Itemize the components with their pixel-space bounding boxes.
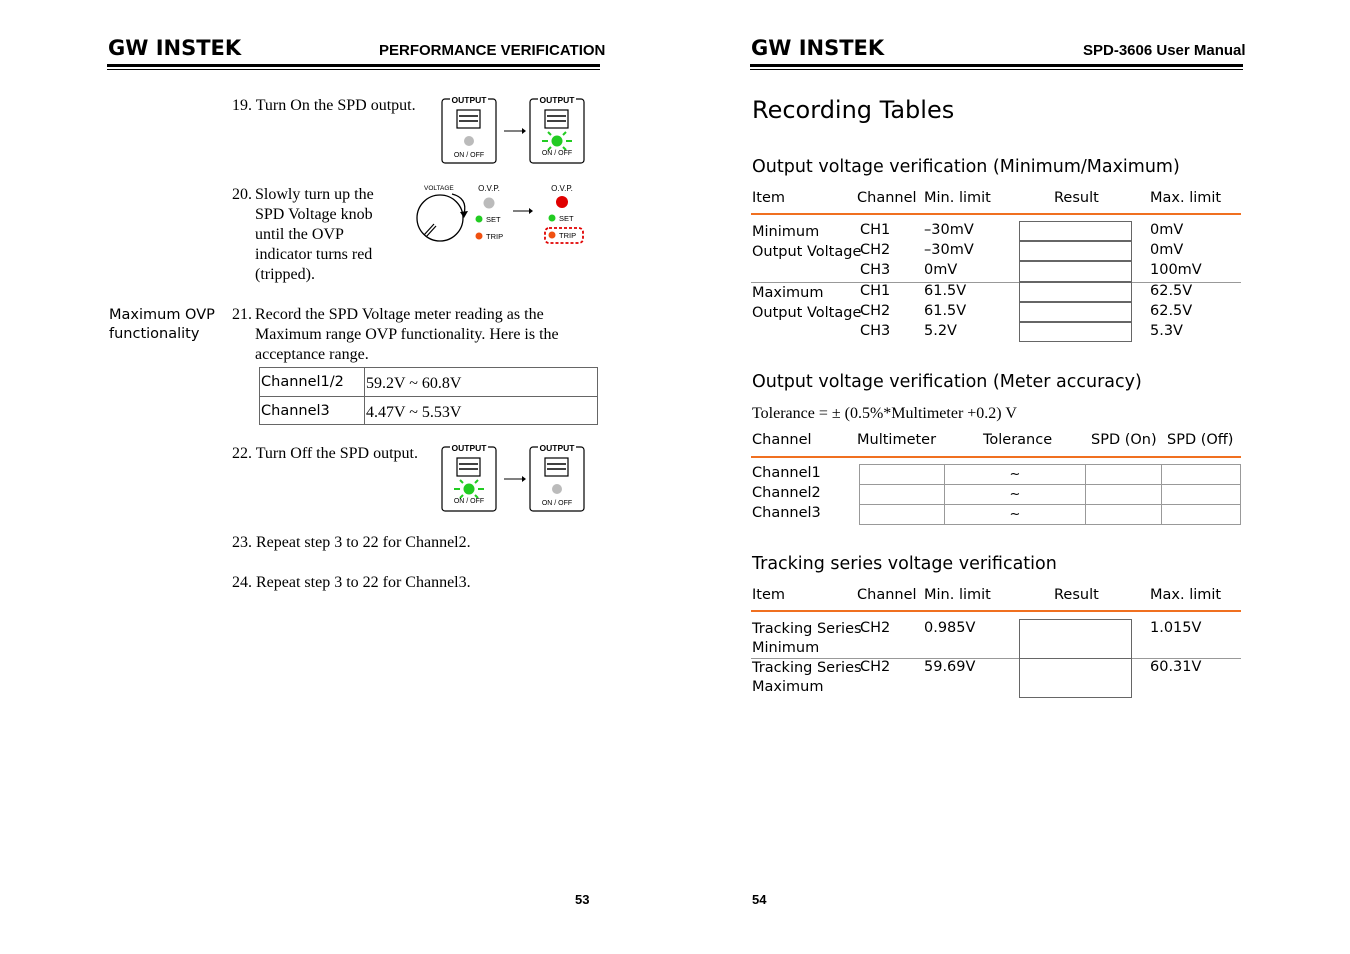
step-21-text: Record the SPD Voltage meter reading as the Maximum range OVP functionality. Here is the acceptance range.	[255, 306, 559, 363]
section-heading-tracking: Tracking series voltage verification	[752, 554, 1057, 574]
svg-text:ON / OFF: ON / OFF	[541, 150, 573, 157]
table-row: Tracking Series Maximum	[752, 660, 862, 695]
col-channel: Channel	[857, 587, 917, 603]
col-max: Max. limit	[1150, 587, 1222, 603]
spd-off-entry[interactable]	[1162, 465, 1241, 485]
svg-text:ON / OFF: ON / OFF	[453, 152, 485, 159]
col-result: Result	[1054, 587, 1099, 603]
table-row: CH3	[860, 262, 891, 278]
step-20-text: Slowly turn up the SPD Voltage knob until the OVP indicator turns red (tripped).	[255, 186, 374, 283]
step-20-num: 20.	[232, 186, 252, 203]
multimeter-entry[interactable]	[860, 485, 945, 505]
svg-text:O.V.P.: O.V.P.	[551, 184, 573, 193]
brand-logo: GW INSTEK	[751, 36, 885, 60]
result-entry-box[interactable]	[1019, 282, 1132, 302]
col-item: Item	[752, 190, 786, 206]
spd-on-entry[interactable]	[1086, 465, 1162, 485]
col-channel: Channel	[857, 190, 917, 206]
led-on-icon	[464, 484, 475, 495]
svg-text:ON / OFF: ON / OFF	[453, 498, 485, 505]
multimeter-entry[interactable]	[860, 505, 945, 525]
col-channel: Channel	[752, 432, 812, 448]
col-result: Result	[1054, 190, 1099, 206]
item-maximum: Maximum Output Voltage	[752, 285, 862, 321]
col-multimeter: Multimeter	[857, 432, 937, 448]
page-number-left: 53	[575, 892, 590, 907]
arrow-right-icon	[529, 208, 533, 214]
result-entry-box[interactable]	[1019, 261, 1132, 282]
table-row: Channel2	[752, 485, 821, 501]
header-rule-thin	[750, 69, 1243, 70]
svg-text:ON / OFF: ON / OFF	[541, 500, 573, 507]
manual-header: SPD-3606 User Manual	[1083, 42, 1246, 59]
voltage-knob-icon	[417, 195, 463, 241]
spd-on-entry[interactable]	[1086, 485, 1162, 505]
table-row: CH1	[860, 222, 891, 238]
col-tolerance: Tolerance	[983, 432, 1053, 448]
step-24: 24. Repeat step 3 to 22 for Channel3.	[232, 574, 471, 591]
side-label: Maximum OVP functionality	[109, 307, 215, 342]
page-title: Recording Tables	[752, 96, 955, 124]
led-on-icon	[552, 136, 563, 147]
range-value-2: 4.47V ~ 5.53V	[366, 404, 462, 421]
section-heading-meter: Output voltage verification (Meter accuracy)	[752, 372, 1142, 392]
col-spd-on: SPD (On)	[1091, 432, 1157, 448]
ovp-knob-figure	[412, 180, 592, 250]
led-off-icon	[464, 136, 474, 146]
table-row: CH2	[860, 303, 891, 319]
table-row: CH2	[860, 242, 891, 258]
svg-text:SET: SET	[559, 214, 574, 223]
led-off-icon	[552, 484, 562, 494]
result-entry-box[interactable]	[1019, 302, 1132, 322]
svg-text:TRIP: TRIP	[486, 232, 504, 241]
table-row: Tracking Series Minimum	[752, 621, 862, 656]
tolerance-formula: Tolerance = ± (0.5%*Multimeter +0.2) V	[752, 405, 1017, 422]
item-minimum: Minimum Output Voltage	[752, 224, 862, 260]
header-rule	[107, 64, 600, 67]
col-min: Min. limit	[924, 587, 991, 603]
section-heading-minmax: Output voltage verification (Minimum/Maximum)	[752, 157, 1180, 177]
output-off-figure	[438, 441, 588, 516]
col-item: Item	[752, 587, 786, 603]
spd-off-entry[interactable]	[1162, 505, 1241, 525]
svg-text:O.V.P.: O.V.P.	[478, 184, 500, 193]
header-underline	[751, 213, 1241, 215]
svg-text:OUTPUT: OUTPUT	[451, 443, 487, 453]
step-23: 23. Repeat step 3 to 22 for Channel2.	[232, 534, 471, 551]
svg-text:TRIP: TRIP	[559, 231, 577, 240]
output-on-figure	[438, 93, 588, 168]
table-row: CH1	[860, 283, 891, 299]
table-row: Channel3	[752, 505, 821, 521]
spd-on-entry[interactable]	[1086, 505, 1162, 525]
header-rule-thin	[107, 69, 600, 70]
section-header: PERFORMANCE VERIFICATION	[379, 42, 606, 59]
result-entry-box[interactable]	[1019, 241, 1132, 261]
range-channel-2: Channel3	[261, 403, 330, 419]
header-underline	[751, 610, 1241, 612]
header-underline	[751, 456, 1241, 458]
arrow-right-icon	[522, 476, 526, 482]
result-entry-box[interactable]	[1019, 658, 1132, 698]
multimeter-entry[interactable]	[860, 465, 945, 485]
result-entry-box[interactable]	[1019, 221, 1132, 241]
svg-text:OUTPUT: OUTPUT	[539, 443, 575, 453]
range-channel-1: Channel1/2	[261, 374, 344, 390]
col-spd-off: SPD (Off)	[1167, 432, 1234, 448]
meter-accuracy-grid: ~ ~ ~	[859, 464, 1241, 525]
table-row: CH3	[860, 323, 891, 339]
result-entry-box[interactable]	[1019, 619, 1132, 659]
svg-text:SET: SET	[486, 215, 501, 224]
step-22: 22. Turn Off the SPD output.	[232, 445, 418, 462]
step-21-num: 21.	[232, 306, 252, 323]
output-label: OUTPUT	[451, 95, 487, 105]
step-19: 19. Turn On the SPD output.	[232, 97, 416, 114]
brand-logo: GW INSTEK	[108, 36, 242, 60]
arrow-right-icon	[522, 128, 526, 134]
svg-text:OUTPUT: OUTPUT	[539, 95, 575, 105]
page-number-right: 54	[752, 892, 767, 907]
header-rule	[750, 64, 1243, 67]
col-max: Max. limit	[1150, 190, 1222, 206]
range-value-1: 59.2V ~ 60.8V	[366, 375, 462, 392]
svg-text:VOLTAGE: VOLTAGE	[424, 185, 454, 192]
table-row: Channel1	[752, 465, 821, 481]
result-entry-box[interactable]	[1019, 322, 1132, 342]
col-min: Min. limit	[924, 190, 991, 206]
spd-off-entry[interactable]	[1162, 485, 1241, 505]
